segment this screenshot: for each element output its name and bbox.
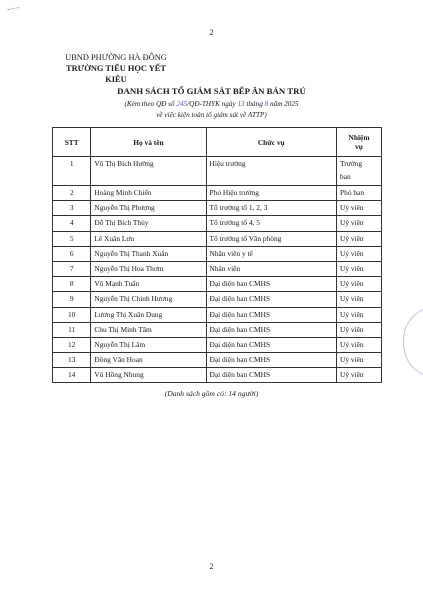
cell-name: Nguyễn Thị Phượng <box>91 201 206 216</box>
cell-stt: 8 <box>53 277 91 292</box>
cell-name: Nguyễn Thị Hoa Thơm <box>91 261 206 276</box>
cell-duty: Phó ban <box>337 186 382 201</box>
cell-stt: 3 <box>53 201 91 216</box>
page-number-bottom: 2 <box>209 562 214 571</box>
subtitle-text-1: (Kèm theo QĐ số <box>124 100 177 108</box>
cell-stt: 5 <box>53 231 91 246</box>
table-row <box>53 337 382 352</box>
header-name: Họ và tên <box>91 128 206 157</box>
cell-name: Chu Thị Minh Tâm <box>91 322 206 337</box>
cell-role: Đại diện ban CMHS <box>206 322 337 337</box>
table-row <box>53 353 382 368</box>
cell-stt: 7 <box>53 261 91 276</box>
table-row <box>53 307 382 322</box>
header-role: Chức vụ <box>206 128 337 157</box>
subtitle-line2: về việc kiện toàn tổ giám sát về ATTP) <box>156 111 267 119</box>
cell-stt: 10 <box>53 307 91 322</box>
cell-stt: 12 <box>53 337 91 352</box>
cell-name: Lê Xuân Lưu <box>91 231 206 246</box>
org-district: UBND PHƯỜNG HÀ ĐÔNG <box>65 53 167 62</box>
cell-name: Lương Thị Xuân Dung <box>91 307 206 322</box>
document-title: DANH SÁCH TỔ GIÁM SÁT BẾP ĂN BÁN TRÚ <box>117 86 306 96</box>
cell-duty: Uỷ viên <box>337 231 382 246</box>
cell-stt: 13 <box>53 353 91 368</box>
header-duty-line1: Nhiệm <box>348 133 370 142</box>
cell-duty <box>337 157 382 186</box>
cell-name: Nguyễn Thị Thanh Xuân <box>91 246 206 261</box>
document-subtitle <box>0 99 423 121</box>
cell-stt: 4 <box>53 216 91 231</box>
decision-month: 8 <box>264 100 269 108</box>
page-number-top: 2 <box>209 28 214 37</box>
cell-role: Đại diện ban CMHS <box>206 307 337 322</box>
cell-duty: Uỷ viên <box>337 261 382 276</box>
cell-name: Vũ Hồng Nhung <box>91 368 206 383</box>
cell-role: Đại diện ban CMHS <box>206 277 337 292</box>
table-row <box>53 322 382 337</box>
table-row <box>53 157 382 186</box>
table-row <box>53 201 382 216</box>
cell-duty: Uỷ viên <box>337 337 382 352</box>
cell-role: Phó Hiệu trưởng <box>206 186 337 201</box>
table-row <box>53 186 382 201</box>
cell-stt: 14 <box>53 368 91 383</box>
cell-role: Tổ trưởng tổ 1, 2, 3 <box>206 201 337 216</box>
org-school: TRƯỜNG TIỂU HỌC YẾT KIÊU <box>66 64 166 84</box>
subtitle-text-4: năm 2025 <box>268 100 299 108</box>
cell-role: Đại diện ban CMHS <box>206 292 337 307</box>
cell-stt: 11 <box>53 322 91 337</box>
cell-duty: Uỷ viên <box>337 368 382 383</box>
cell-stt: 6 <box>53 246 91 261</box>
cell-role: Nhân viên y tế <box>206 246 337 261</box>
cell-name: Nguyễn Thị Chinh Hương <box>91 292 206 307</box>
cell-role: Hiệu trưởng <box>206 157 337 186</box>
seal-stamp <box>403 306 423 378</box>
table-row <box>53 261 382 276</box>
cell-name: Đỗ Thị Bích Thủy <box>91 216 206 231</box>
scan-mark <box>7 7 20 16</box>
decision-number: 245 <box>176 100 188 108</box>
cell-stt: 9 <box>53 292 91 307</box>
cell-duty-line1: Trưởng <box>340 159 363 168</box>
table-row <box>53 246 382 261</box>
cell-duty: Uỷ viên <box>337 322 382 337</box>
table-row <box>53 368 382 383</box>
cell-duty: Uỷ viên <box>337 307 382 322</box>
cell-stt: 1 <box>53 157 91 186</box>
cell-role: Đại diện ban CMHS <box>206 353 337 368</box>
cell-name: Nguyễn Thị Lâm <box>91 337 206 352</box>
cell-role: Nhân viên <box>206 261 337 276</box>
cell-name: Đồng Văn Hoan <box>91 353 206 368</box>
table-row <box>53 277 382 292</box>
cell-role: Tổ trưởng tổ Văn phòng <box>206 231 337 246</box>
table-row <box>53 231 382 246</box>
table-row <box>53 292 382 307</box>
cell-role: Đại diện ban CMHS <box>206 337 337 352</box>
cell-duty: Uỷ viên <box>337 201 382 216</box>
organization-header <box>56 52 176 85</box>
cell-role: Tổ trưởng tổ 4, 5 <box>206 216 337 231</box>
decision-day: 13 <box>237 100 245 108</box>
subtitle-line1 <box>0 99 423 110</box>
header-stt: STT <box>53 128 91 157</box>
cell-role: Đại diện ban CMHS <box>206 368 337 383</box>
cell-name: Vũ Thị Bích Hường <box>91 157 206 186</box>
cell-duty: Uỷ viên <box>337 277 382 292</box>
cell-stt: 2 <box>53 186 91 201</box>
cell-duty: Uỷ viên <box>337 353 382 368</box>
table-header-row <box>53 128 382 157</box>
header-duty <box>337 128 382 157</box>
cell-duty: Uỷ viên <box>337 246 382 261</box>
member-count-note: (Danh sách gồm có: 14 người) <box>164 389 259 398</box>
cell-name: Vũ Mạnh Tuấn <box>91 277 206 292</box>
cell-duty-line2: ban <box>340 172 351 181</box>
cell-duty: Uỷ viên <box>337 292 382 307</box>
cell-duty: Uỷ viên <box>337 216 382 231</box>
subtitle-text-3: tháng <box>244 100 265 108</box>
header-duty-line2: vụ <box>355 142 363 151</box>
cell-name: Hoàng Minh Chiến <box>91 186 206 201</box>
member-table <box>52 127 382 383</box>
subtitle-text-2: /QĐ-THYK ngày <box>187 100 238 108</box>
table-row <box>53 216 382 231</box>
